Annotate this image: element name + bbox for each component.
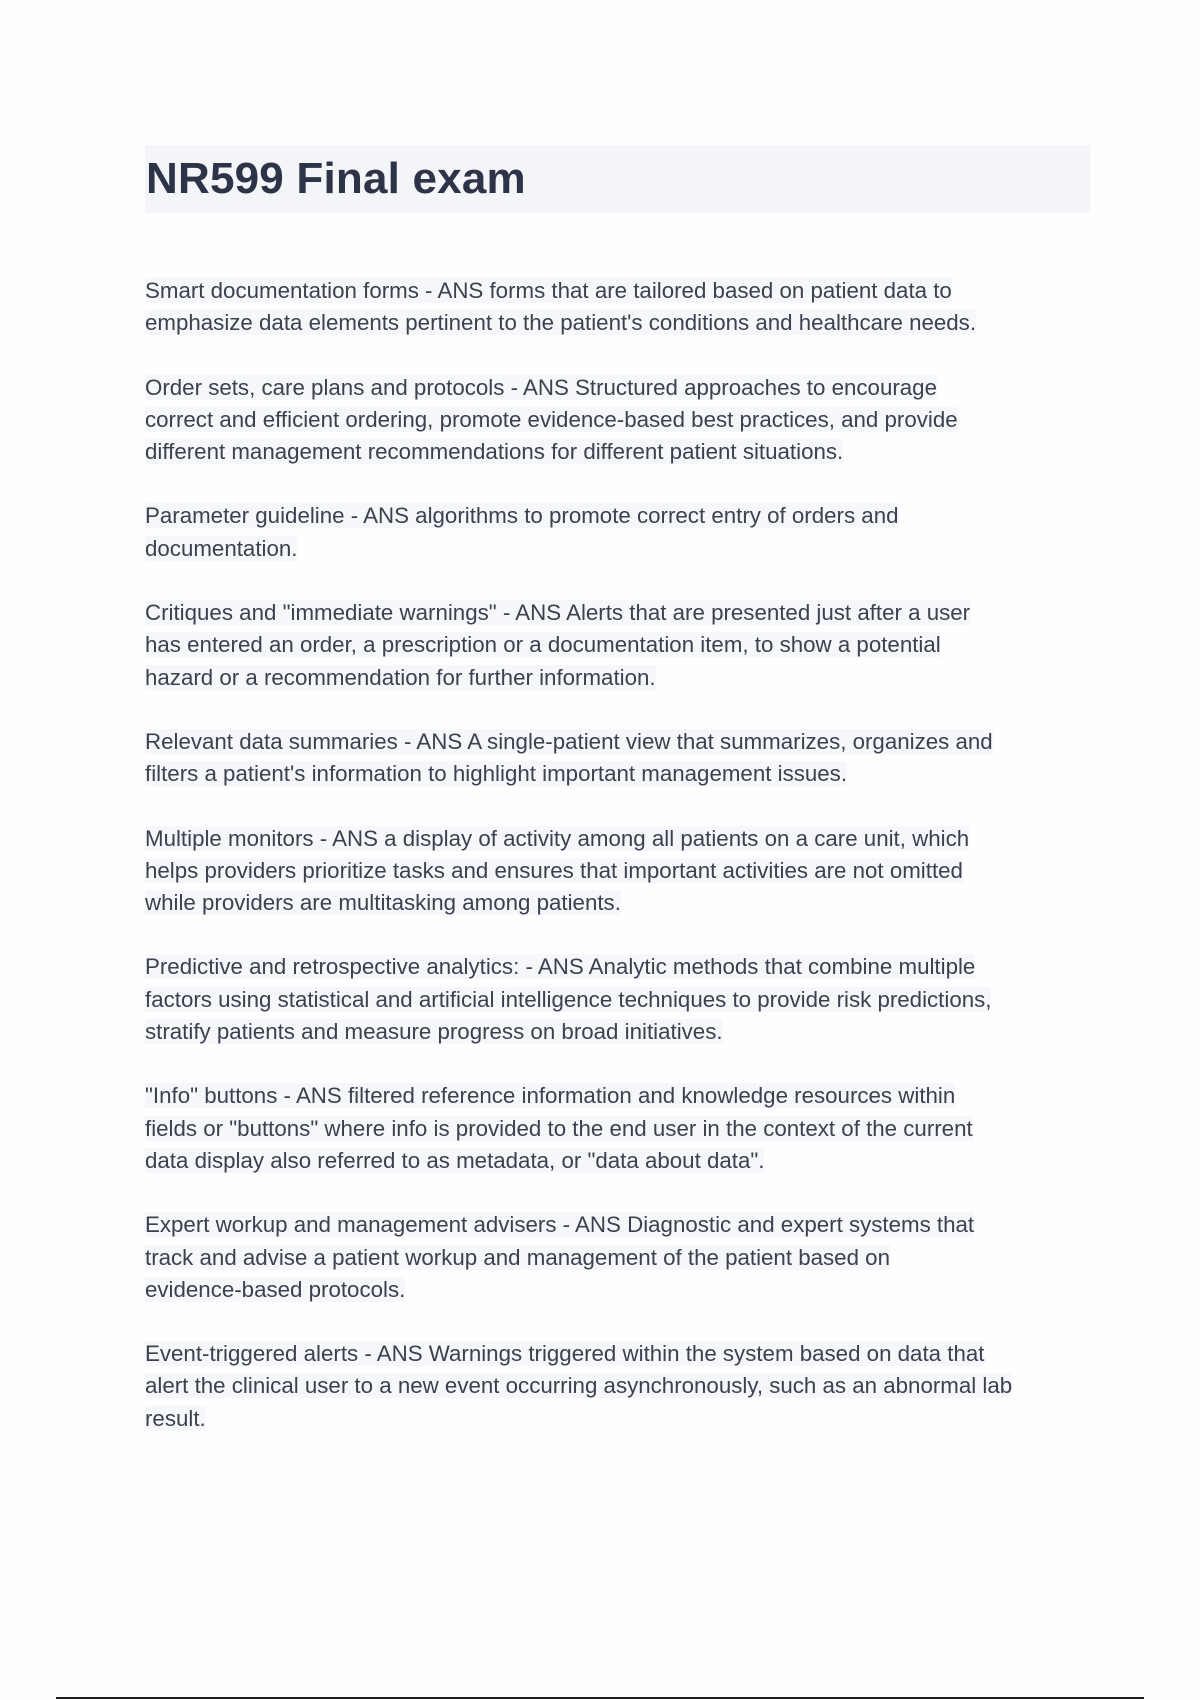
qa-entry-line: has entered an order, a prescription or a documentation item, to show a potential <box>145 632 941 658</box>
qa-entry-list <box>145 275 1095 1467</box>
qa-entry-line: correct and efficient ordering, promote evidence-based best practices, and provide <box>145 406 958 432</box>
qa-entry-line: evidence-based protocols. <box>145 1276 406 1302</box>
footer-rule <box>56 1697 1144 1699</box>
qa-entry-line: documentation. <box>145 535 298 561</box>
qa-entry <box>145 372 1095 469</box>
qa-entry-line: track and advise a patient workup and management of the patient based on <box>145 1244 890 1270</box>
qa-entry-line: filters a patient's information to highlight important management issues. <box>145 761 848 787</box>
qa-entry-line: Event-triggered alerts - ANS Warnings triggered within the system based on data that <box>145 1341 985 1367</box>
qa-entry-line: Multiple monitors - ANS a display of activity among all patients on a care unit, which <box>145 825 970 851</box>
qa-entry-line: Smart documentation forms - ANS forms that are tailored based on patient data to <box>145 278 952 303</box>
qa-entry <box>145 726 1095 791</box>
qa-entry <box>145 597 1095 694</box>
qa-entry-line: emphasize data elements pertinent to the patient's conditions and healthcare needs. <box>145 310 977 336</box>
qa-entry-line: while providers are multitasking among patients. <box>145 890 621 916</box>
qa-entry-line: different management recommendations for different patient situations. <box>145 439 844 465</box>
qa-entry <box>145 500 1095 565</box>
qa-entry-line: hazard or a recommendation for further information. <box>145 664 656 690</box>
qa-entry <box>145 1080 1095 1177</box>
qa-entry-line: helps providers prioritize tasks and ensures that important activities are not omitted <box>145 857 963 883</box>
qa-entry <box>145 1209 1095 1306</box>
qa-entry-line: Predictive and retrospective analytics: - ANS Analytic methods that combine multiple <box>145 954 976 980</box>
qa-entry-line: Expert workup and management advisers - ANS Diagnostic and expert systems that <box>145 1212 975 1238</box>
qa-entry-line: data display also referred to as metadata, or "data about data". <box>145 1147 765 1173</box>
qa-entry-line: stratify patients and measure progress on broad initiatives. <box>145 1019 723 1045</box>
qa-entry-line: "Info" buttons - ANS filtered reference information and knowledge resources within <box>145 1083 956 1109</box>
qa-entry <box>145 275 1095 340</box>
qa-entry-line: fields or "buttons" where info is provided to the end user in the context of the current <box>145 1115 973 1141</box>
qa-entry-line: Parameter guideline - ANS algorithms to promote correct entry of orders and <box>145 503 899 529</box>
qa-entry-line: factors using statistical and artificial intelligence techniques to provide risk predictions, <box>145 986 992 1012</box>
qa-entry <box>145 951 1095 1048</box>
qa-entry <box>145 823 1095 920</box>
qa-entry-line: Relevant data summaries - ANS A single-patient view that summarizes, organizes and <box>145 728 993 754</box>
qa-entry <box>145 1338 1095 1435</box>
document-title: NR599 Final exam <box>146 154 526 203</box>
qa-entry-line: Critiques and "immediate warnings" - ANS Alerts that are presented just after a user <box>145 600 971 626</box>
qa-entry-line: alert the clinical user to a new event occurring asynchronously, such as an abnormal lab <box>145 1373 1013 1399</box>
qa-entry-line: result. <box>145 1405 206 1431</box>
qa-entry-line: Order sets, care plans and protocols - ANS Structured approaches to encourage <box>145 374 937 400</box>
